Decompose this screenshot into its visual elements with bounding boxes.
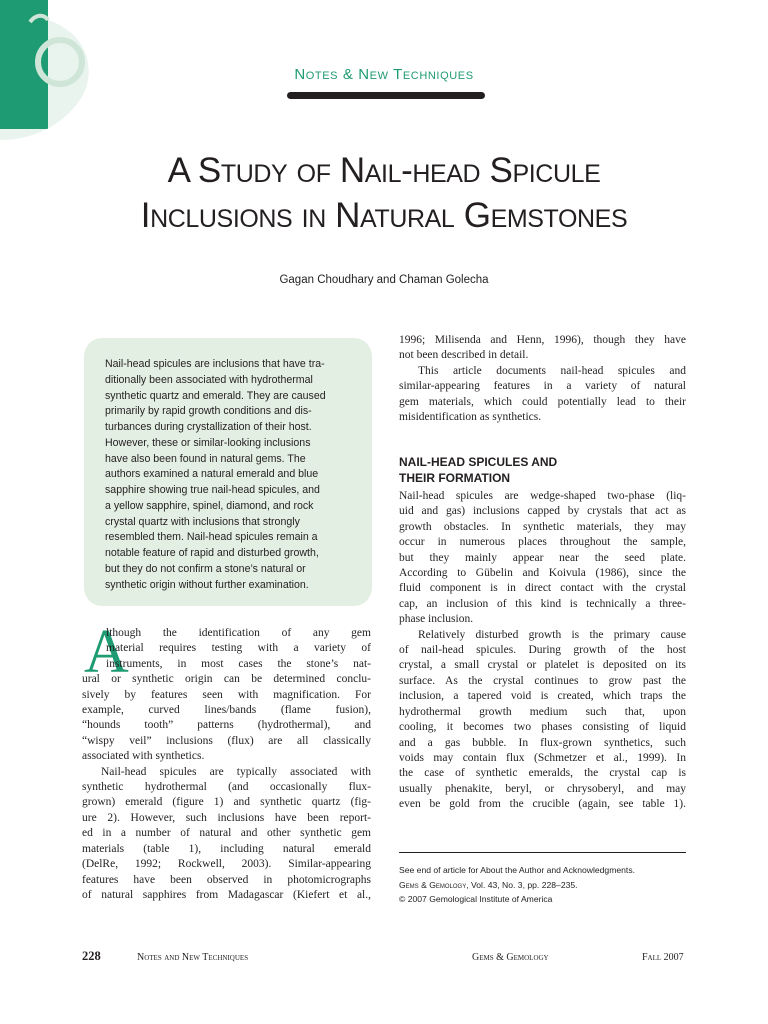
abstract-line: sapphire showing true nail-head spicules, and (105, 484, 320, 496)
body-line: phase inclusion. (399, 613, 474, 626)
footnote-journal: Gems & Gemology (399, 879, 467, 890)
body-line: materials (table 1), including natural emerald (82, 842, 371, 855)
body-line: “wispy veil” inclusions (flux) are all classically (82, 734, 371, 747)
subheading-line: THEIR FORMATION (399, 471, 511, 485)
body-line: of natural sapphires from Madagascar (Kiefert et al., (82, 888, 371, 901)
body-line: example, curved lines/bands (flame fusion), (82, 704, 371, 717)
body-line: ure 2). However, such inclusions have been report- (82, 811, 371, 824)
body-line: misidentification as synthetics. (399, 411, 542, 424)
right-column-intro (399, 333, 686, 425)
abstract-line: primarily by rapid growth conditions and dis- (105, 405, 312, 418)
footnotes (399, 863, 686, 907)
subheading-line: NAIL-HEAD SPICULES AND (399, 455, 558, 469)
abstract-line: synthetic origin without further examination. (105, 578, 309, 591)
body-line: not been described in detail. (399, 349, 529, 362)
body-line: Nail-head spicules are typically associated with (101, 765, 371, 778)
footnote-copyright: © 2007 Gemological Institute of America (399, 894, 553, 905)
abstract-line: notable feature of rapid and disturbed growth, (105, 547, 319, 559)
abstract-line: a yellow sapphire, spinel, diamond, and rock (105, 499, 314, 512)
body-line: crystal, a small crystal or platelet is deposited on its (399, 659, 686, 672)
body-line: hydrothermal growth medium such that, upon (399, 705, 686, 718)
body-line: growth obstacles. In synthetic materials, they may (399, 520, 686, 533)
body-line: and a gas bubble. In flux-grown synthetics, such (399, 736, 686, 749)
abstract-line: Nail-head spicules are inclusions that have tra- (105, 358, 325, 370)
body-line: cooling, it becomes two phases consisting of liquid (399, 721, 686, 734)
body-line: similar-appearing features in a variety of natural (399, 380, 686, 393)
footer-issue-label: Fall 2007 (642, 952, 684, 963)
section-rule (287, 92, 485, 99)
body-line: Relatively disturbed growth is the primary cause (418, 628, 686, 641)
page-footer (0, 951, 768, 967)
body-line: Nail-head spicules are wedge-shaped two-phase (liq- (399, 490, 686, 502)
section-label: Notes & New Techniques (294, 66, 474, 83)
footnote-citation-detail: , Vol. 43, No. 3, pp. 228–235. (466, 879, 578, 890)
footer-journal-label: Gems & Gemology (472, 952, 549, 963)
abstract-line: synthetic quartz and emerald. They are caused (105, 389, 326, 402)
footnote-rule (399, 852, 686, 853)
body-line: ural or synthetic origin can be determined conclu- (82, 673, 371, 686)
page-number: 228 (82, 949, 101, 963)
body-line: features have been observed in photomicrographs (82, 873, 371, 886)
abstract-line: However, these or similar-looking inclusions (105, 436, 311, 449)
body-line: 1996; Milisenda and Henn, 1996), though they have (399, 334, 686, 346)
footnote-citation (399, 878, 686, 893)
abstract-line: crystal quartz with inclusions that strongly (105, 515, 300, 528)
body-line: sively by features seen with magnification. For (82, 688, 371, 701)
abstract-line: turbances during crystallization of their host. (105, 421, 312, 433)
body-line: uid and gas) inclusions capped by crystals that act as (399, 505, 686, 518)
body-line: lthough the identification of any gem (106, 627, 371, 639)
abstract-line: resembled them. Nail-head spicules remain a (105, 531, 318, 544)
body-line: “hounds tooth” patterns (hydrothermal), and (82, 719, 371, 732)
body-line: voids may contain flux (Schmetzer et al., 1999). In (399, 751, 686, 764)
left-column-body (82, 626, 371, 903)
abstract-line: ditionally been associated with hydrothermal (105, 373, 313, 386)
footer-section-label: Notes and New Techniques (137, 952, 249, 963)
right-column-body (399, 489, 686, 813)
body-line: material requires testing with a variety of (106, 642, 371, 655)
drop-cap: A (84, 618, 129, 686)
body-line: gem materials, which could potentially lead to their (399, 395, 686, 408)
body-line: associated with synthetics. (82, 750, 205, 763)
body-line: grown) emerald (figure 1) and synthetic quartz (fig- (82, 796, 371, 809)
body-line: cap, an inclusion of this kind is technically a three- (399, 597, 686, 610)
body-line: usually phenakite, beryl, or chrysoberyl, and may (399, 782, 686, 795)
abstract-text (105, 357, 357, 593)
body-line: but they mainly appear near the seed plate. (399, 551, 686, 564)
body-line: instruments, in most cases the stone’s nat- (106, 657, 371, 670)
body-line: This article documents nail-head spicules and (418, 364, 686, 377)
article-title (0, 148, 768, 238)
title-line: Inclusions in Natural Gemstones (140, 196, 628, 235)
body-line: occur in numerous places throughout the sample, (399, 536, 686, 549)
body-line: of nail-head spicules. During growth of the host (399, 644, 686, 657)
body-line: inclusion, a tapered void is created, which traps the (399, 690, 686, 703)
title-line: A Study of Nail-head Spicule (167, 151, 601, 190)
abstract-line: have also been found in natural gems. The (105, 452, 306, 465)
body-line: (DelRe, 1992; Rockwell, 2003). Similar-appearing (82, 858, 371, 871)
footnote-about: See end of article for About the Author and Acknowledgments. (399, 865, 636, 875)
body-line: According to Gübelin and Koivula (1986), since the (399, 567, 686, 580)
body-line: even be gold from the crucible (again, see table 1). (399, 798, 686, 811)
body-line: surface. As the crystal continues to grow past the (399, 674, 686, 687)
body-line: ed in a number of natural and other synthetic gem (82, 827, 371, 840)
body-line: fluid component is in direct contact with the crystal (399, 582, 686, 595)
abstract-line: authors examined a natural emerald and blue (105, 468, 319, 481)
body-line: the case of synthetic emeralds, the crystal cap is (399, 767, 686, 780)
article-authors: Gagan Choudhary and Chaman Golecha (279, 274, 489, 286)
abstract-line: but they do not confirm a stone’s natural or (105, 562, 306, 575)
body-line: synthetic hydrothermal (and occasionally flux- (82, 781, 371, 794)
section-subheading (399, 454, 686, 486)
